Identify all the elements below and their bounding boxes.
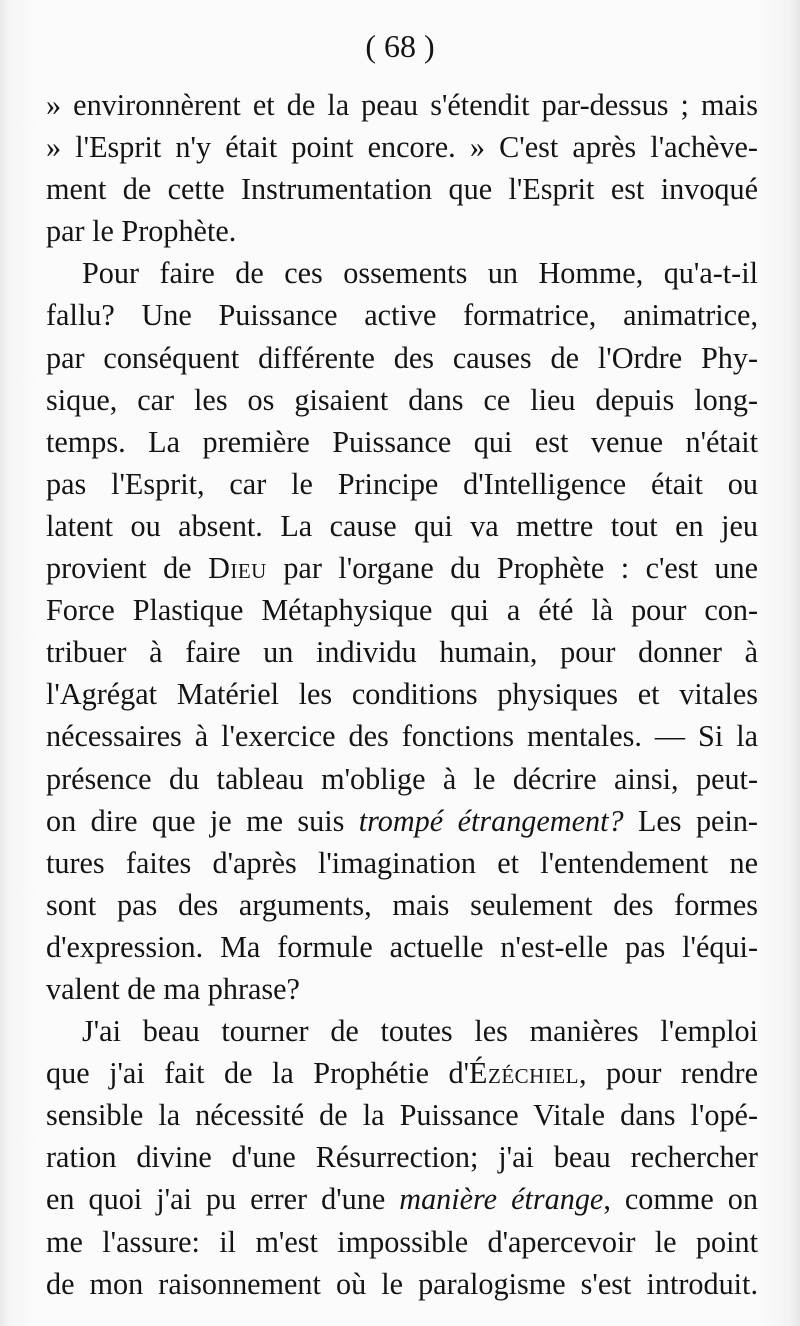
text-line: latent ou absent. La cause qui va mettre tout en jeu (46, 508, 758, 543)
text-run: par l'organe du Prophète : c'est une (266, 551, 759, 586)
italic-phrase: trompé étrangement? (358, 803, 624, 838)
text-line: valent de ma phrase? (46, 971, 300, 1006)
text-run: en quoi j'ai pu errer d'une (46, 1182, 400, 1217)
text-line: » l'Esprit n'y était point encore. » C'est après l'achève- (46, 130, 758, 165)
text-run: , comme on (603, 1182, 758, 1217)
small-caps-name: Ézéchiel (469, 1056, 579, 1091)
text-line: sensible la nécessité de la Puissance Vitale dans l'opé- (46, 1098, 758, 1133)
text-line: sont pas des arguments, mais seulement des formes (46, 887, 758, 922)
text-line: temps. La première Puissance qui est venue n'était (46, 424, 758, 459)
body-text (46, 84, 758, 1305)
small-caps-name: Dieu (208, 551, 267, 586)
text-line: sique, car les os gisaient dans ce lieu depuis long- (46, 382, 758, 417)
text-line: par le Prophète. (46, 214, 237, 249)
text-line: tribuer à faire un individu humain, pour donner à (46, 635, 758, 670)
text-line: de mon raisonnement où le paralogisme s'est introduit. (46, 1266, 758, 1301)
text-run: que j'ai fait de la Prophétie d' (46, 1056, 470, 1091)
text-line: nécessaires à l'exercice des fonctions mentales. — Si la (46, 719, 758, 754)
page-number: ( 68 ) (365, 28, 435, 64)
text-line: me l'assure: il m'est impossible d'apercevoir le point (46, 1224, 758, 1259)
text-line: J'ai beau tourner de toutes les manières l'emploi (82, 1014, 758, 1049)
text-line: tures faites d'après l'imagination et l'entendement ne (46, 845, 758, 880)
italic-phrase: manière étrange (399, 1182, 604, 1217)
text-line: d'expression. Ma formule actuelle n'est-elle pas l'équi- (46, 929, 758, 964)
text-line: fallu? Une Puissance active formatrice, animatrice, (46, 298, 758, 333)
text-line (46, 800, 758, 842)
text-line (46, 547, 758, 589)
text-line: l'Agrégat Matériel les conditions physiques et vitales (46, 677, 758, 712)
text-line: par conséquent différente des causes de l'Ordre Phy- (46, 340, 758, 375)
text-line: pas l'Esprit, car le Principe d'Intelligence était ou (46, 466, 758, 501)
text-run: on dire que je me suis (46, 803, 359, 838)
text-line (46, 1178, 758, 1220)
text-line: Pour faire de ces ossements un Homme, qu'a-t-il (82, 256, 758, 291)
text-run: , pour rendre (578, 1056, 758, 1091)
text-line: ment de cette Instrumentation que l'Esprit est invoqué (46, 172, 758, 207)
text-line (46, 1052, 758, 1094)
text-line: ration divine d'une Résurrection; j'ai beau rechercher (46, 1140, 758, 1175)
text-run: provient de (46, 551, 209, 586)
text-line: présence du tableau m'oblige à le décrire ainsi, peut- (46, 761, 758, 796)
text-line: » environnèrent et de la peau s'étendit par-dessus ; mais (46, 88, 758, 122)
text-line: Force Plastique Métaphysique qui a été là pour con- (46, 593, 758, 628)
text-run: Les pein- (623, 803, 758, 838)
